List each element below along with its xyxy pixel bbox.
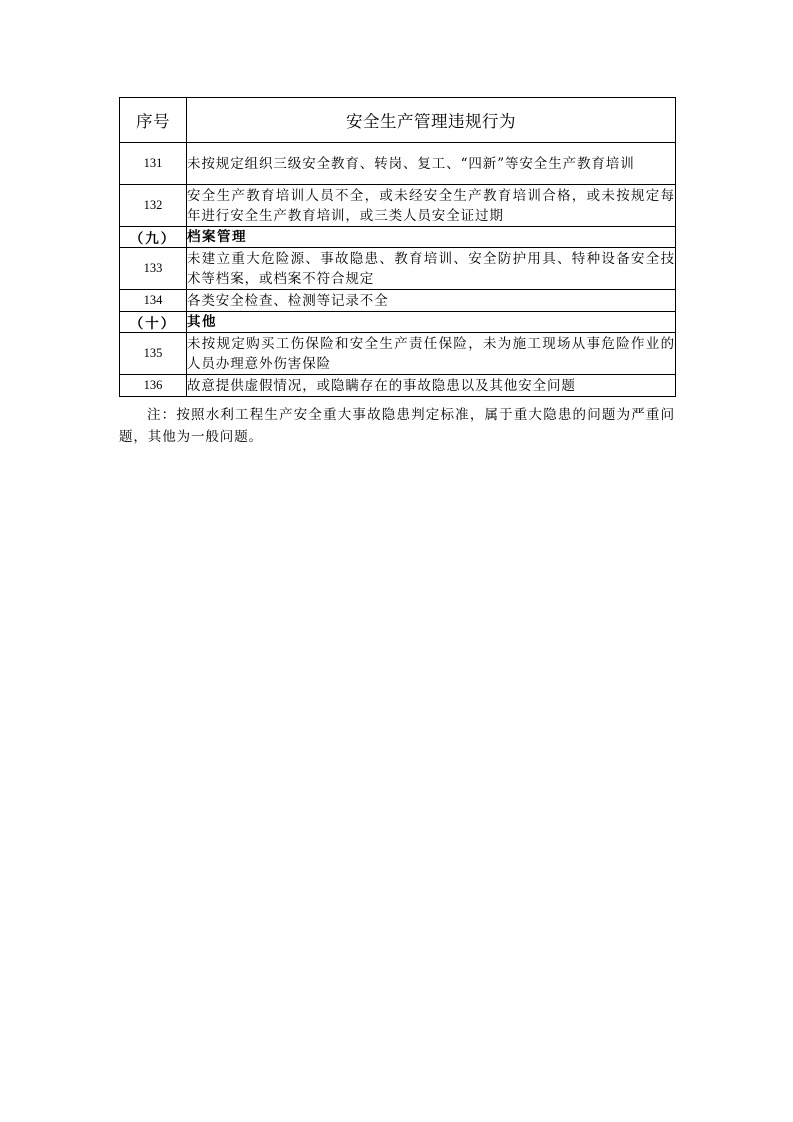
row-number: 136 — [120, 375, 187, 397]
row-number: 134 — [120, 290, 187, 312]
table-row — [120, 248, 676, 290]
row-text: 未按规定组织三级安全教育、转岗、复工、“四新”等安全生产教育培训 — [187, 143, 676, 185]
section-title: 其他 — [187, 312, 676, 333]
row-text: 未建立重大危险源、事故隐患、教育培训、安全防护用具、特种设备安全技术等档案，或档案不符合规定 — [187, 248, 676, 290]
table-row — [120, 333, 676, 375]
table-row — [120, 290, 676, 312]
row-text: 安全生产教育培训人员不全，或未经安全生产教育培训合格，或未按规定每年进行安全生产教育培训，或三类人员安全证过期 — [187, 185, 676, 227]
table-header-row — [120, 98, 676, 143]
table-footnote: 注：按照水利工程生产安全重大事故隐患判定标准，属于重大隐患的问题为严重问题，其他为一般问题。 — [119, 407, 675, 445]
row-text: 未按规定购买工伤保险和安全生产责任保险，未为施工现场从事危险作业的人员办理意外伤害保险 — [187, 333, 676, 375]
row-number: 135 — [120, 333, 187, 375]
section-row — [120, 312, 676, 333]
section-title: 档案管理 — [187, 227, 676, 248]
header-serial-number: 序号 — [120, 98, 187, 143]
header-violation-behavior: 安全生产管理违规行为 — [187, 98, 676, 143]
table-row — [120, 185, 676, 227]
row-number: 133 — [120, 248, 187, 290]
row-number: 132 — [120, 185, 187, 227]
row-text: 各类安全检查、检测等记录不全 — [187, 290, 676, 312]
table-row — [120, 143, 676, 185]
section-number: （九） — [120, 227, 187, 248]
row-text: 故意提供虚假情况，或隐瞒存在的事故隐患以及其他安全问题 — [187, 375, 676, 397]
violations-table — [119, 97, 676, 397]
row-number: 131 — [120, 143, 187, 185]
section-number: （十） — [120, 312, 187, 333]
section-row — [120, 227, 676, 248]
table-row — [120, 375, 676, 397]
